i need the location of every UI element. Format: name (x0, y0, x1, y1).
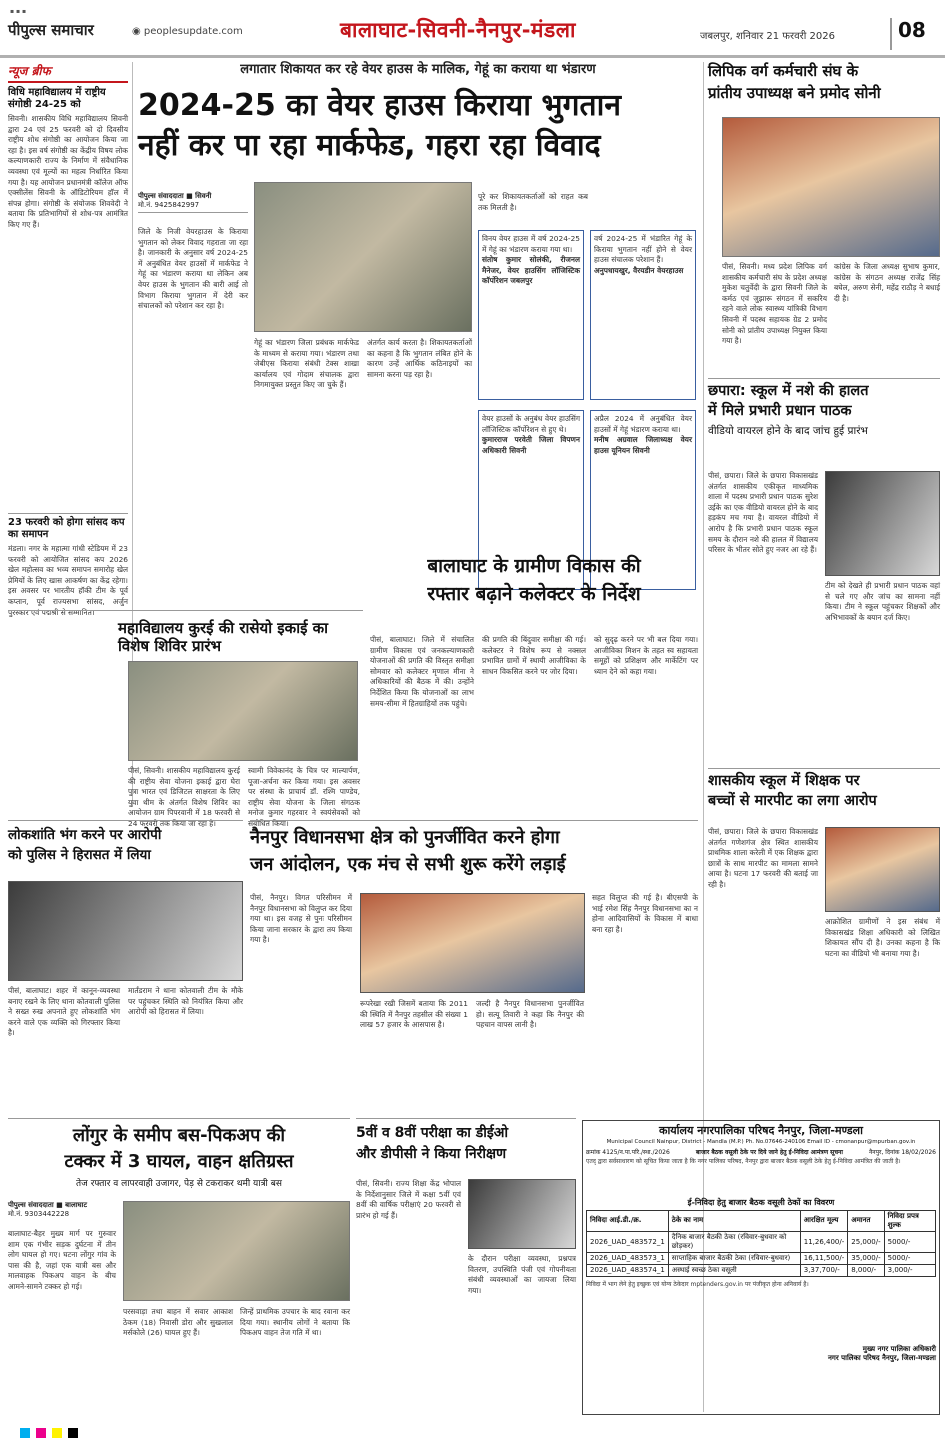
longur-mobile: मो.नं. 9303442228 (8, 1210, 70, 1218)
chhapara-headline-1: छपारा: स्कूल में नशे की हालत (708, 383, 869, 399)
balaghat-text-3: को सुदृढ़ करने पर भी बल दिया गया। आजीविका मिशन के तहत स्व सहायता समूहों को प्रशिक्षण और मार्केटिंग पर ध्यान देने को कहा गया। (594, 635, 698, 676)
lipik-story (708, 62, 940, 372)
municipal-notice (582, 1120, 940, 1415)
quote-2-text: वर्ष 2024-25 में भंडारित गेहूं के किराया भुगतान नहीं होने से वेयर हाउस संचालक परेशान हैं। (594, 234, 692, 265)
notice-title-2: बाजार बैठक वसूली ठेके पर दिये जाने हेतु ई-निविदा आमंत्रण सूचना (695, 1149, 843, 1157)
table-cell: 3,37,700/- (800, 1264, 848, 1276)
website-text: peoplesupdate.com (143, 26, 243, 37)
warehouse-text-1: जिले के निजी वेयरहाउस के किराया भुगतान को लेकर विवाद गहराता जा रहा है। जानकारी के अनुसार वर्ष 2024-25 में अनुबंधित वेयर हाउसों में मार्कफेड ने गेहूं का भंडारण कराया था लेकिन अब वेयर हाउस के भुगतान की बारी आई तो विभाग किराया भुगतान में देरी कर संचालकों को परेशान कर रहा है। (138, 227, 248, 311)
longur-headline-2: टक्कर में 3 घायल, वाहन क्षतिग्रस्त (64, 1150, 294, 1172)
warehouse-story (138, 62, 698, 602)
registration-marks (0, 1420, 945, 1438)
print-color-bar (0, 1420, 945, 1445)
nainpur-text-2: रूपरेखा रखी जिसमें बताया कि 2011 की स्थिति में नैनपुर तहसील की संख्या 1 लाख 57 हजार के आसपास है। (360, 999, 468, 1030)
warehouse-headline-1: 2024-25 का वेयर हाउस किराया भुगतान (138, 87, 622, 123)
table-row (587, 1252, 936, 1264)
kurai-headline: महाविद्यालय कुरई की रासेयो इकाई का विशेष शिविर प्रारंभ (118, 619, 329, 655)
nainpur-headline-2: जन आंदोलन, एक मंच से सभी शुरू करेंगे लड़ाई (250, 853, 566, 875)
lokshanti-headline-1: लोकशांति भंग करने पर आरोपी (8, 827, 162, 843)
table-cell: 2026_UAD_483572_1 (587, 1231, 669, 1252)
table-cell: 2026_UAD_483573_1 (587, 1252, 669, 1264)
table-row (587, 1264, 936, 1276)
column-header: आरक्षित मूल्य (800, 1210, 848, 1231)
nainpur-text-1: पीसं, नैनपुर। विगत परिसीमन में नैनपुर विधानसभा को विलुप्त कर दिया गया था। इस वजह से पुनः परिसीमन किया जाना सरकार के द्वारा तय किया गया है। (250, 893, 352, 945)
website-link[interactable]: ◉ peoplesupdate.com (132, 26, 243, 37)
chhapara-subheadline: वीडियो वायरल होने के बाद जांच हुई प्रारंभ (708, 424, 868, 437)
notice-body: एतद् द्वारा सर्वसाधारण को सूचित किया जाता है कि नगर पालिका परिषद, नैनपुर द्वारा बाजार बैठक वसूली ठेके हेतु ई-निविदा आमंत्रित की जाती है। (586, 1158, 901, 1166)
column-header: निविदा आई.डी./क्र. (587, 1210, 669, 1231)
longur-photo (123, 1201, 350, 1301)
lipik-headline-2: प्रांतीय उपाध्यक्ष बने प्रमोद सोनी (708, 84, 881, 102)
quote-3-author: कुमारराज परवेती जिला विपणन अधिकारी सिवनी (482, 435, 580, 455)
notice-sign-2: नगर पालिका परिषद नैनपुर, जिला-मण्डला (828, 1353, 936, 1362)
warehouse-kicker: लगातार शिकायत कर रहे वेयर हाउस के मालिक, गेहूं का कराया था भंडारण (240, 62, 596, 77)
chhapara-school-story (708, 378, 940, 763)
warehouse-text-4: पूरे कर शिकायतकर्ताओं को राहत कब तक मिलती है। (478, 192, 588, 212)
kurai-text-2: स्वामी विवेकानंद के चित्र पर माल्यार्पण, पूजा-अर्चना कर किया गया। इस अवसर पर संस्था के प्राचार्य डॉ. रश्मि पाण्डेय, राष्ट्रीय सेवा योजना के जिला संगठक मनोज कुमार गहरवार ने स्वयंसेवकों को संबोधित किया। (248, 766, 360, 828)
table-cell: 5000/- (884, 1252, 935, 1264)
balaghat-text-1: पीसं, बालाघाट। जिले में संचालित ग्रामीण विकास एवं जनकल्याणकारी योजनाओं की प्रगति की विस्तृत समीक्षा सोमवार को कलेक्टर मृणाल मीना ने अधिकारियों की बैठक में की। उन्होंने निर्देशित किया कि योजनाओं का लाभ समय-सीमा में हितग्राहियों तक पहुंचे। (370, 635, 474, 708)
notice-table (586, 1210, 936, 1277)
longur-byline-box (8, 1201, 118, 1219)
table-cell: 11,26,400/- (800, 1231, 848, 1252)
column-header: ठेके का नाम (668, 1210, 800, 1231)
brief-headline-1: विधि महाविद्यालय में राष्ट्रीय संगोष्ठी 24-25 को (8, 87, 106, 110)
lokshanti-story (8, 820, 243, 1110)
longur-subheadline: तेज रफ्तार व लापरवाही उजागर, पेड़ से टकराकर थमी यात्री बस (76, 1179, 282, 1190)
nainpur-text-3: जल्दी है नैनपुर विधानसभा पुनर्जीवित हो। सत्यू तिवारी ने कहा कि नैनपुर की पहचान वापस लानी है। (476, 999, 584, 1030)
lipik-text-1: पीसं, सिवनी। मध्य प्रदेश लिपिक वर्ग शासकीय कर्मचारी संघ के प्रदेश अध्यक्ष मुकेश चतुर्वेदी के द्वारा सिवनी जिले के कर्मठ एवं जुझारू संगठन में सकरिय रहने वाले लोक स्वास्थ्य यांत्रिकी विभाग सिवनी में पदस्थ सहायक ग्रेड 2 प्रमोद सोनी को प्रांतीय उपाध्यक्ष नियुक्त किया गया है। (722, 262, 827, 346)
lipik-photo (722, 117, 940, 257)
brief-text-2: मंडला। नगर के महात्मा गांधी स्टेडियम में 23 फरवरी को आयोजित सांसद कप 2026 खेल महोत्सव का भव्य समापन समारोह खेल प्रेमियों के लिए खास आकर्षण का केंद्र रहेगा। इस अवसर पर भारतीय हॉकी टीम के पूर्व कप्तान, पूर्व राज्यसभा सांसद, अर्जुन पुरस्कार एवं पद्मश्री से सम्मानित। (8, 544, 128, 617)
quote-1-text: विनय वेयर हाउस में वर्ष 2024-25 में गेहूं का भंडारण कराया गया था। (482, 234, 580, 254)
brief-text-1: सिवनी। शासकीय विधि महाविद्यालय सिवनी द्वारा 24 एवं 25 फरवरी को दो दिवसीय राष्ट्रीय शोध संगोष्ठी का आयोजन किया जा रहा है। इस वर्ष संगोष्ठी का केंद्रीय विषय लोक कल्याणकारी राज्य के निर्माण में संवैधानिक व्यवस्था एवं मूल्यों का महत्व निर्धारित किया गया है। यह आयोजन प्रधानमंत्री कॉलेज ऑफ एक्सीलेंस सिवनी के ऑडिटोरियम हॉल में संपन्न होगा। संगोष्ठी के संयोजक शिववेदी ने बताया कि प्रतिभागियों से शोध-पत्र आमंत्रित किए गए हैं। (8, 114, 128, 229)
kurai-college-story (8, 610, 363, 828)
exam-headline-2: और डीपीसी ने किया निरीक्षण (356, 1145, 507, 1162)
notice-table-title: ई-निविदा हेतु बाजार बैठक वसूली ठेकों का विवरण (687, 1198, 835, 1208)
teacher-assault-story (708, 768, 940, 1113)
column-header: अमानत (848, 1210, 884, 1231)
warehouse-byline-box (138, 192, 248, 213)
notice-footer: निविदा में भाग लेने हेतु इच्छुक एवं योग्य ठेकेदार mptenders.gov.in पर पंजीकृत होना अनिवार्य है। (586, 1280, 809, 1288)
kurai-photo (128, 661, 358, 761)
warehouse-photo (254, 182, 472, 332)
table-cell: 3,000/- (884, 1264, 935, 1276)
nainpur-assembly-story (250, 820, 698, 1110)
brief-label: न्यूज ब्रीफ (8, 62, 128, 83)
notice-ref: क्रमांक 4125/न.पा.परि./स्था./2026 (586, 1149, 670, 1157)
quote-2 (590, 230, 696, 400)
notice-sign-1: मुख्य नगर पालिका अधिकारी (862, 1344, 936, 1353)
quote-2-author: अनुपधायखुर, वैरयडीन वेयरहाउस (594, 265, 684, 275)
assault-photo (825, 827, 940, 912)
table-row (587, 1231, 936, 1252)
warehouse-mobile: मो.नं. 9425842997 (138, 201, 248, 213)
warehouse-byline: पीपुल्स संवाददाता ■ सिवनी (138, 192, 212, 200)
balaghat-headline-1: बालाघाट के ग्रामीण विकास की (427, 555, 641, 577)
dateline: जबलपुर, शनिवार 21 फरवरी 2026 (700, 31, 835, 42)
quote-4-author: मनीष अग्रवाल जिलाध्यक्ष वेयर हाउस यूनियन सिवनी (594, 435, 692, 455)
quote-1-author: संतोष कुमार सोलंकी, रीजनल मैनेजर, वेयर हाउसिंग लॉजिस्टिक कॉर्पोरेशन जबलपुर (482, 255, 580, 286)
longur-byline: पीपुल्स संवाददाता ■ बालाघाट (8, 1201, 87, 1209)
lokshanti-text-1: पीसं, बालाघाट। शहर में कानून-व्यवस्था बनाए रखने के लिए थाना कोतवाली पुलिस ने सख्त रुख अपनाते हुए लोकशांति भंग करने वाले एक व्यक्ति को गिरफ्तार किया है। (8, 986, 120, 1038)
nainpur-photo (360, 893, 585, 993)
kurai-text-1: पीसं, सिवनी। शासकीय महाविद्यालय कुरई की राष्ट्रीय सेवा योजना इकाई द्वारा घेरा पुत्रा भारत एवं डिजिटल साक्षरता के लिए युवा थीम के अंतर्गत विशेष शिविर का आयोजन ग्राम पिपरवानी में 18 फरवरी से 24 फरवरी तक किया जा रहा है। (128, 766, 240, 828)
table-cell: 25,000/- (848, 1231, 884, 1252)
lipik-text-2: कांग्रेस के जिला अध्यक्ष सुभाष कुमार, कांग्रेस के संगठन अध्यक्ष राजेंद्र सिंह बघेल, अरुण सेनी, महेंद्र राठौड़ ने बधाई दी है। (834, 262, 940, 303)
lokshanti-photo (8, 881, 243, 981)
exam-headline-1: 5वीं व 8वीं परीक्षा का डीईओ (356, 1125, 509, 1141)
chhapara-headline-2: में मिले प्रभारी प्रधान पाठक (708, 403, 852, 420)
notice-signature (586, 1345, 936, 1363)
exam-photo (468, 1179, 576, 1249)
lipik-headline-1: लिपिक वर्ग कर्मचारी संघ के (708, 62, 859, 80)
longur-accident-story (8, 1118, 350, 1413)
page-number: 08 (890, 18, 938, 50)
yellow-swatch (52, 1428, 62, 1438)
warehouse-headline-2: नहीं कर पा रहा मार्कफेड, गहरा रहा विवाद (138, 127, 601, 163)
chhapara-photo (825, 471, 940, 576)
table-cell: 2026_UAD_483574_1 (587, 1264, 669, 1276)
exam-inspection-story (356, 1118, 576, 1413)
lokshanti-headline-2: को पुलिस ने हिरासत में लिया (8, 847, 151, 864)
cyan-swatch (20, 1428, 30, 1438)
table-cell: दैनिक बाजार बैठकी ठेका (रविवार-बुधवार को छोड़कर) (668, 1231, 800, 1252)
black-swatch (68, 1428, 78, 1438)
balaghat-headline-2: रफ्तार बढ़ाने कलेक्टर के निर्देश (427, 582, 641, 605)
assault-headline-1: शासकीय स्कूल में शिक्षक पर (708, 773, 860, 789)
masthead (0, 0, 945, 58)
table-cell: 5000/- (884, 1231, 935, 1252)
table-cell: अस्थाई स्वच्छ ठेका वसूली (668, 1264, 800, 1276)
longur-headline-1: लोंगुर के समीप बस-पिकअप की (72, 1125, 286, 1146)
warehouse-text-2: गेहूं का भंडारण जिला प्रबंधक मार्कफेड के माध्यम से कराया गया। भंडारण तथा जेबीएस किराया संबंधी टेक्स शाखा कार्यालय एवं गोदाम संचालक द्वारा निगमायुक्त प्रस्तुत किए जा चुके हैं। (254, 338, 359, 390)
quote-1 (478, 230, 584, 400)
longur-text-3: जिन्हें प्राथमिक उपचार के बाद रवाना कर दिया गया। स्थानीय लोगों ने बताया कि पिकअप वाहन तेज गति में था। (240, 1307, 350, 1338)
balaghat-text-2: की प्रगति की बिंदुवार समीक्षा की गई। कलेक्टर ने विशेष रूप से नक्सल प्रभावित ग्रामों में स्थायी आजीविका के साधन विकसित करने पर जोर दिया। (482, 635, 586, 676)
chhapara-text-2: टीम को देखते ही प्रभारी प्रधान पाठक वहां से चले गए और जांच का सामना नहीं किया। टीम ने स्कूल पहुंचकर शिक्षकों और अभिभावकों के बयान दर्ज किए। (825, 581, 940, 622)
assault-headline-2: बच्चों से मारपीट का लगा आरोप (708, 793, 877, 810)
notice-subtitle: Municipal Council Nainpur, District - Mandla (M.P.) Ph. No.07646-240106 Email ID - cmonanpur@mpurban.gov.in (606, 1139, 916, 1146)
newspaper-logo: पीपुल्स समाचार (8, 21, 94, 39)
longur-text-2: परसवाड़ा तथा बाहन में सवार आकाश ठेकम (18) निवासी डोरा और सुखलाल मर्सकोले (26) घायल हुए हैं। (123, 1307, 233, 1338)
nainpur-text-4: सहत विलुप्त की गई है। बीएसपी के भाई रमेश सिंह नैनपुर विधानसभा का न होना आदिवासियों के विकास में बाधा बना रहा है। (592, 893, 698, 934)
table-cell: 8,000/- (848, 1264, 884, 1276)
table-cell: 16,11,500/- (800, 1252, 848, 1264)
logo-tagline: ▪ ▪ ▪ (10, 8, 27, 15)
balaghat-rural-story (370, 545, 698, 815)
longur-text-1: बालाघाट-बैहर मुख्य मार्ग पर गुरुवार शाम एक गंभीर सड़क दुर्घटना में तीन लोग घायल हो गए। घटना लोंगुर गांव के पास की है, जहां एक यात्री बस और मालवाहक पिकअप वाहन के बीच आमने-सामने टक्कर हो गई। (8, 1229, 116, 1291)
notice-table-header (587, 1210, 936, 1231)
notice-title: कार्यालय नगरपालिका परिषद नैनपुर, जिला-मण्डला (659, 1124, 863, 1137)
exam-text-1: पीसं, सिवनी। राज्य शिक्षा केंद्र भोपाल के निर्देशानुसार जिले में कक्षा 5वीं एवं 8वीं की वार्षिक परीक्षाएं 20 फरवरी से प्रारंभ हो गई हैं। (356, 1179, 461, 1220)
magenta-swatch (36, 1428, 46, 1438)
nainpur-headline-1: नैनपुर विधानसभा क्षेत्र को पुनर्जीवित करने होगा (250, 827, 560, 848)
assault-text-1: पीसं, छपारा। जिले के छपारा विकासखंड अंतर्गत गणेशगंज क्षेत्र स्थित शासकीय प्राथमिक शाला करेली में एक शिक्षक द्वारा छात्रों के साथ मारपीट का मामला सामने आया है। घटना 17 फरवरी की बताई जा रही है। (708, 827, 818, 889)
assault-text-2: आक्रोशित ग्रामीणों ने इस संबंध में विकासखंड शिक्षा अधिकारी को लिखित शिकायत सौंप दी है। उनका कहना है कि घटना का वीडियो भी बनाया गया है। (825, 917, 940, 958)
quote-3-text: वेयर हाउसों के अनुबंध वेयर हाउसिंग लॉजिस्टिक कॉर्पोरेशन से हुए थे। (482, 414, 580, 434)
warehouse-text-3: अंतर्गत कार्य करता है। शिकायतकर्ताओं का कहना है कि भुगतान लंबित होने के कारण उन्हें आर्थिक कठिनाइयों का सामना करना पड़ रहा है। (367, 338, 472, 379)
brief-headline-2: 23 फरवरी को होगा सांसद कप का समापन (8, 513, 128, 541)
lokshanti-text-2: मार्तंडराम ने थाना कोतवाली टीम के मौके पर पहुंचकर स्थिति को नियंत्रित किया और आरोपी को हिरासत में लिया। (128, 986, 243, 1017)
table-cell: 35,000/- (848, 1252, 884, 1264)
notice-date: नैनपुर, दिनांक 18/02/2026 (868, 1149, 936, 1157)
table-cell: साप्ताहिक बाजार बैठकी ठेका (रविवार-बुधवार) (668, 1252, 800, 1264)
district-title: बालाघाट-सिवनी-नैनपुर-मंडला (340, 18, 576, 42)
quote-4-text: अप्रैल 2024 में अनुबंधित वेयर हाउसों में गेहूं भंडारण कराया था। (594, 414, 692, 434)
chhapara-text-1: पीसं, छपारा। जिले के छपारा विकासखंड अंतर्गत शासकीय एकीकृत माध्यमिक शाला में पदस्थ प्रभारी प्रधान पाठक सुरेश उईके का एक वीडियो वायरल होने के बाद हड़कंप मच गया है। वायरल वीडियो में आरोप है कि प्रभारी प्रधान पाठक स्कूल समय के दौरान नशे की हालत में विद्यालय परिसर के भीतर सोते हुए नजर आ रहे हैं। (708, 471, 818, 555)
notice-ref-row (586, 1148, 936, 1156)
exam-text-2: के दौरान परीक्षा व्यवस्था, प्रश्नपत्र वितरण, उपस्थिति पंजी एवं गोपनीयता संबंधी व्यवस्थाओं का जायजा लिया गया। (468, 1254, 576, 1295)
column-header: निविदा प्रपत्र शुल्क (884, 1210, 935, 1231)
